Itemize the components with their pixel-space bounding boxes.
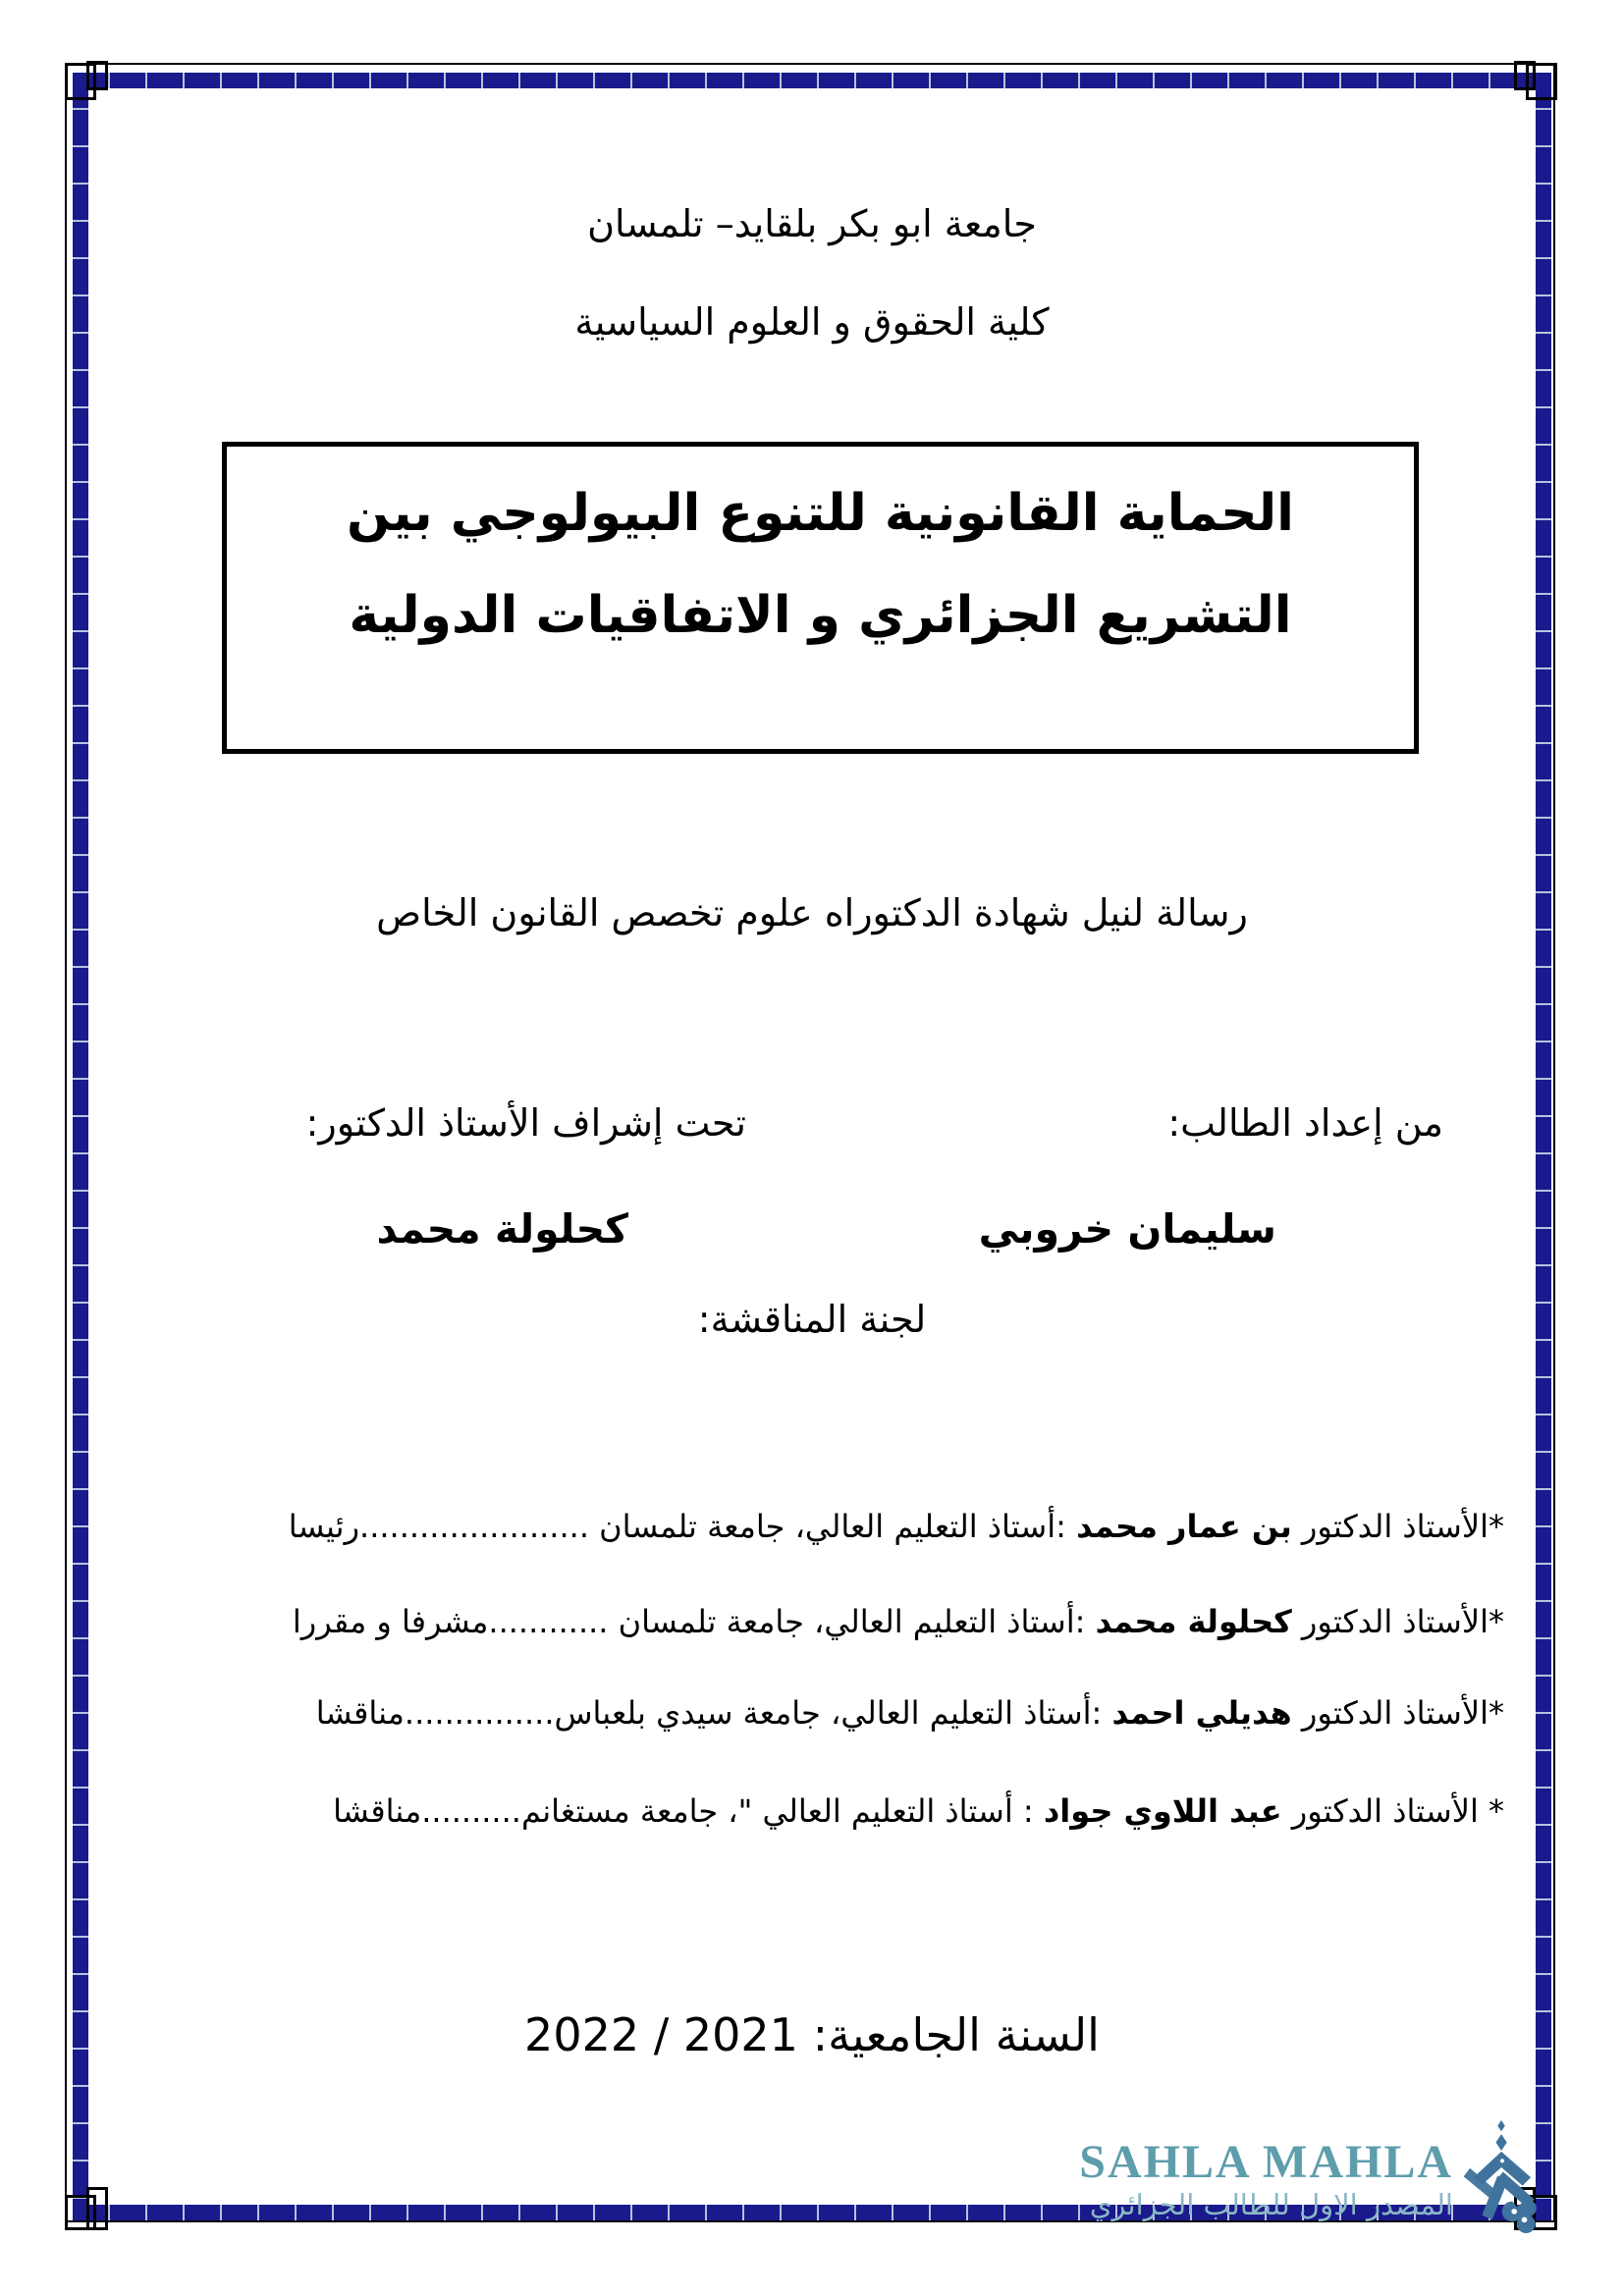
corner-ornament-bottom-left-2 — [86, 2187, 108, 2230]
committee-member-role: :أستاذ التعليم العالي، جامعة سيدي بلعباس...............مناقشا — [315, 1694, 1112, 1732]
prepared-by-label: من إعداد الطالب: — [1167, 1101, 1443, 1145]
thesis-statement: رسالة لنيل شهادة الدكتوراه علوم تخصص القانون الخاص — [376, 891, 1248, 934]
committee-member-role: :أستاذ التعليم العالي، جامعة تلمسان ............مشرفا و مقررا — [292, 1603, 1096, 1640]
committee-member-title: *الأستاذ الدكتور — [1291, 1694, 1504, 1732]
committee-member-name: عبد اللاوي جواد — [1043, 1792, 1282, 1830]
committee-member-role: :أستاذ التعليم العالي، جامعة تلمسان .......................رئيسا — [288, 1508, 1077, 1545]
faculty-name: كلية الحقوق و العلوم السياسية — [574, 300, 1050, 344]
thesis-title-box — [222, 442, 1419, 754]
committee-member-row — [333, 1792, 1504, 1830]
committee-member-row — [293, 1603, 1504, 1640]
committee-member-name: بن عمار محمد — [1076, 1508, 1292, 1545]
sahla-mahla-tagline: المصدر الاول للطالب الجزائري — [1089, 2188, 1453, 2221]
committee-member-row — [316, 1694, 1504, 1732]
corner-ornament-top-right-2 — [1514, 61, 1536, 90]
corner-ornament-top-left-2 — [86, 61, 108, 90]
border-band-left — [73, 73, 88, 2220]
sahla-mahla-watermark — [1079, 2138, 1545, 2240]
committee-member-title: *الأستاذ الدكتور — [1291, 1508, 1504, 1545]
committee-member-name: كحلولة محمد — [1095, 1603, 1292, 1640]
sahla-mahla-emblem-icon — [1459, 2120, 1545, 2240]
student-name: سليمان خروبي — [978, 1205, 1276, 1253]
supervisor-label: تحت إشراف الأستاذ الدكتور: — [305, 1101, 746, 1145]
supervisor-name: كحلولة محمد — [376, 1205, 628, 1253]
sahla-mahla-brand-text: SAHLA MAHLA — [1079, 2136, 1453, 2188]
thesis-title-line-1: الحماية القانونية للتنوع البيولوجي بين — [347, 484, 1294, 543]
committee-member-title: *الأستاذ الدكتور — [1291, 1603, 1504, 1640]
academic-year: السنة الجامعية: 2021 / 2022 — [524, 2008, 1100, 2061]
committee-member-name: هديلي احمد — [1111, 1694, 1292, 1732]
border-band-top — [73, 73, 1551, 88]
border-band-right — [1536, 73, 1551, 2220]
committee-heading: لجنة المناقشة: — [697, 1298, 927, 1341]
committee-member-row — [289, 1508, 1504, 1545]
thesis-title-line-2: التشريع الجزائري و الاتفاقيات الدولية — [349, 586, 1292, 645]
committee-member-title: * الأستاذ الدكتور — [1281, 1792, 1504, 1830]
committee-member-role: : أستاذ التعليم العالي "، جامعة مستغانم..........مناقشا — [333, 1792, 1044, 1830]
university-name: جامعة ابو بكر بلقايد– تلمسان — [587, 202, 1037, 245]
